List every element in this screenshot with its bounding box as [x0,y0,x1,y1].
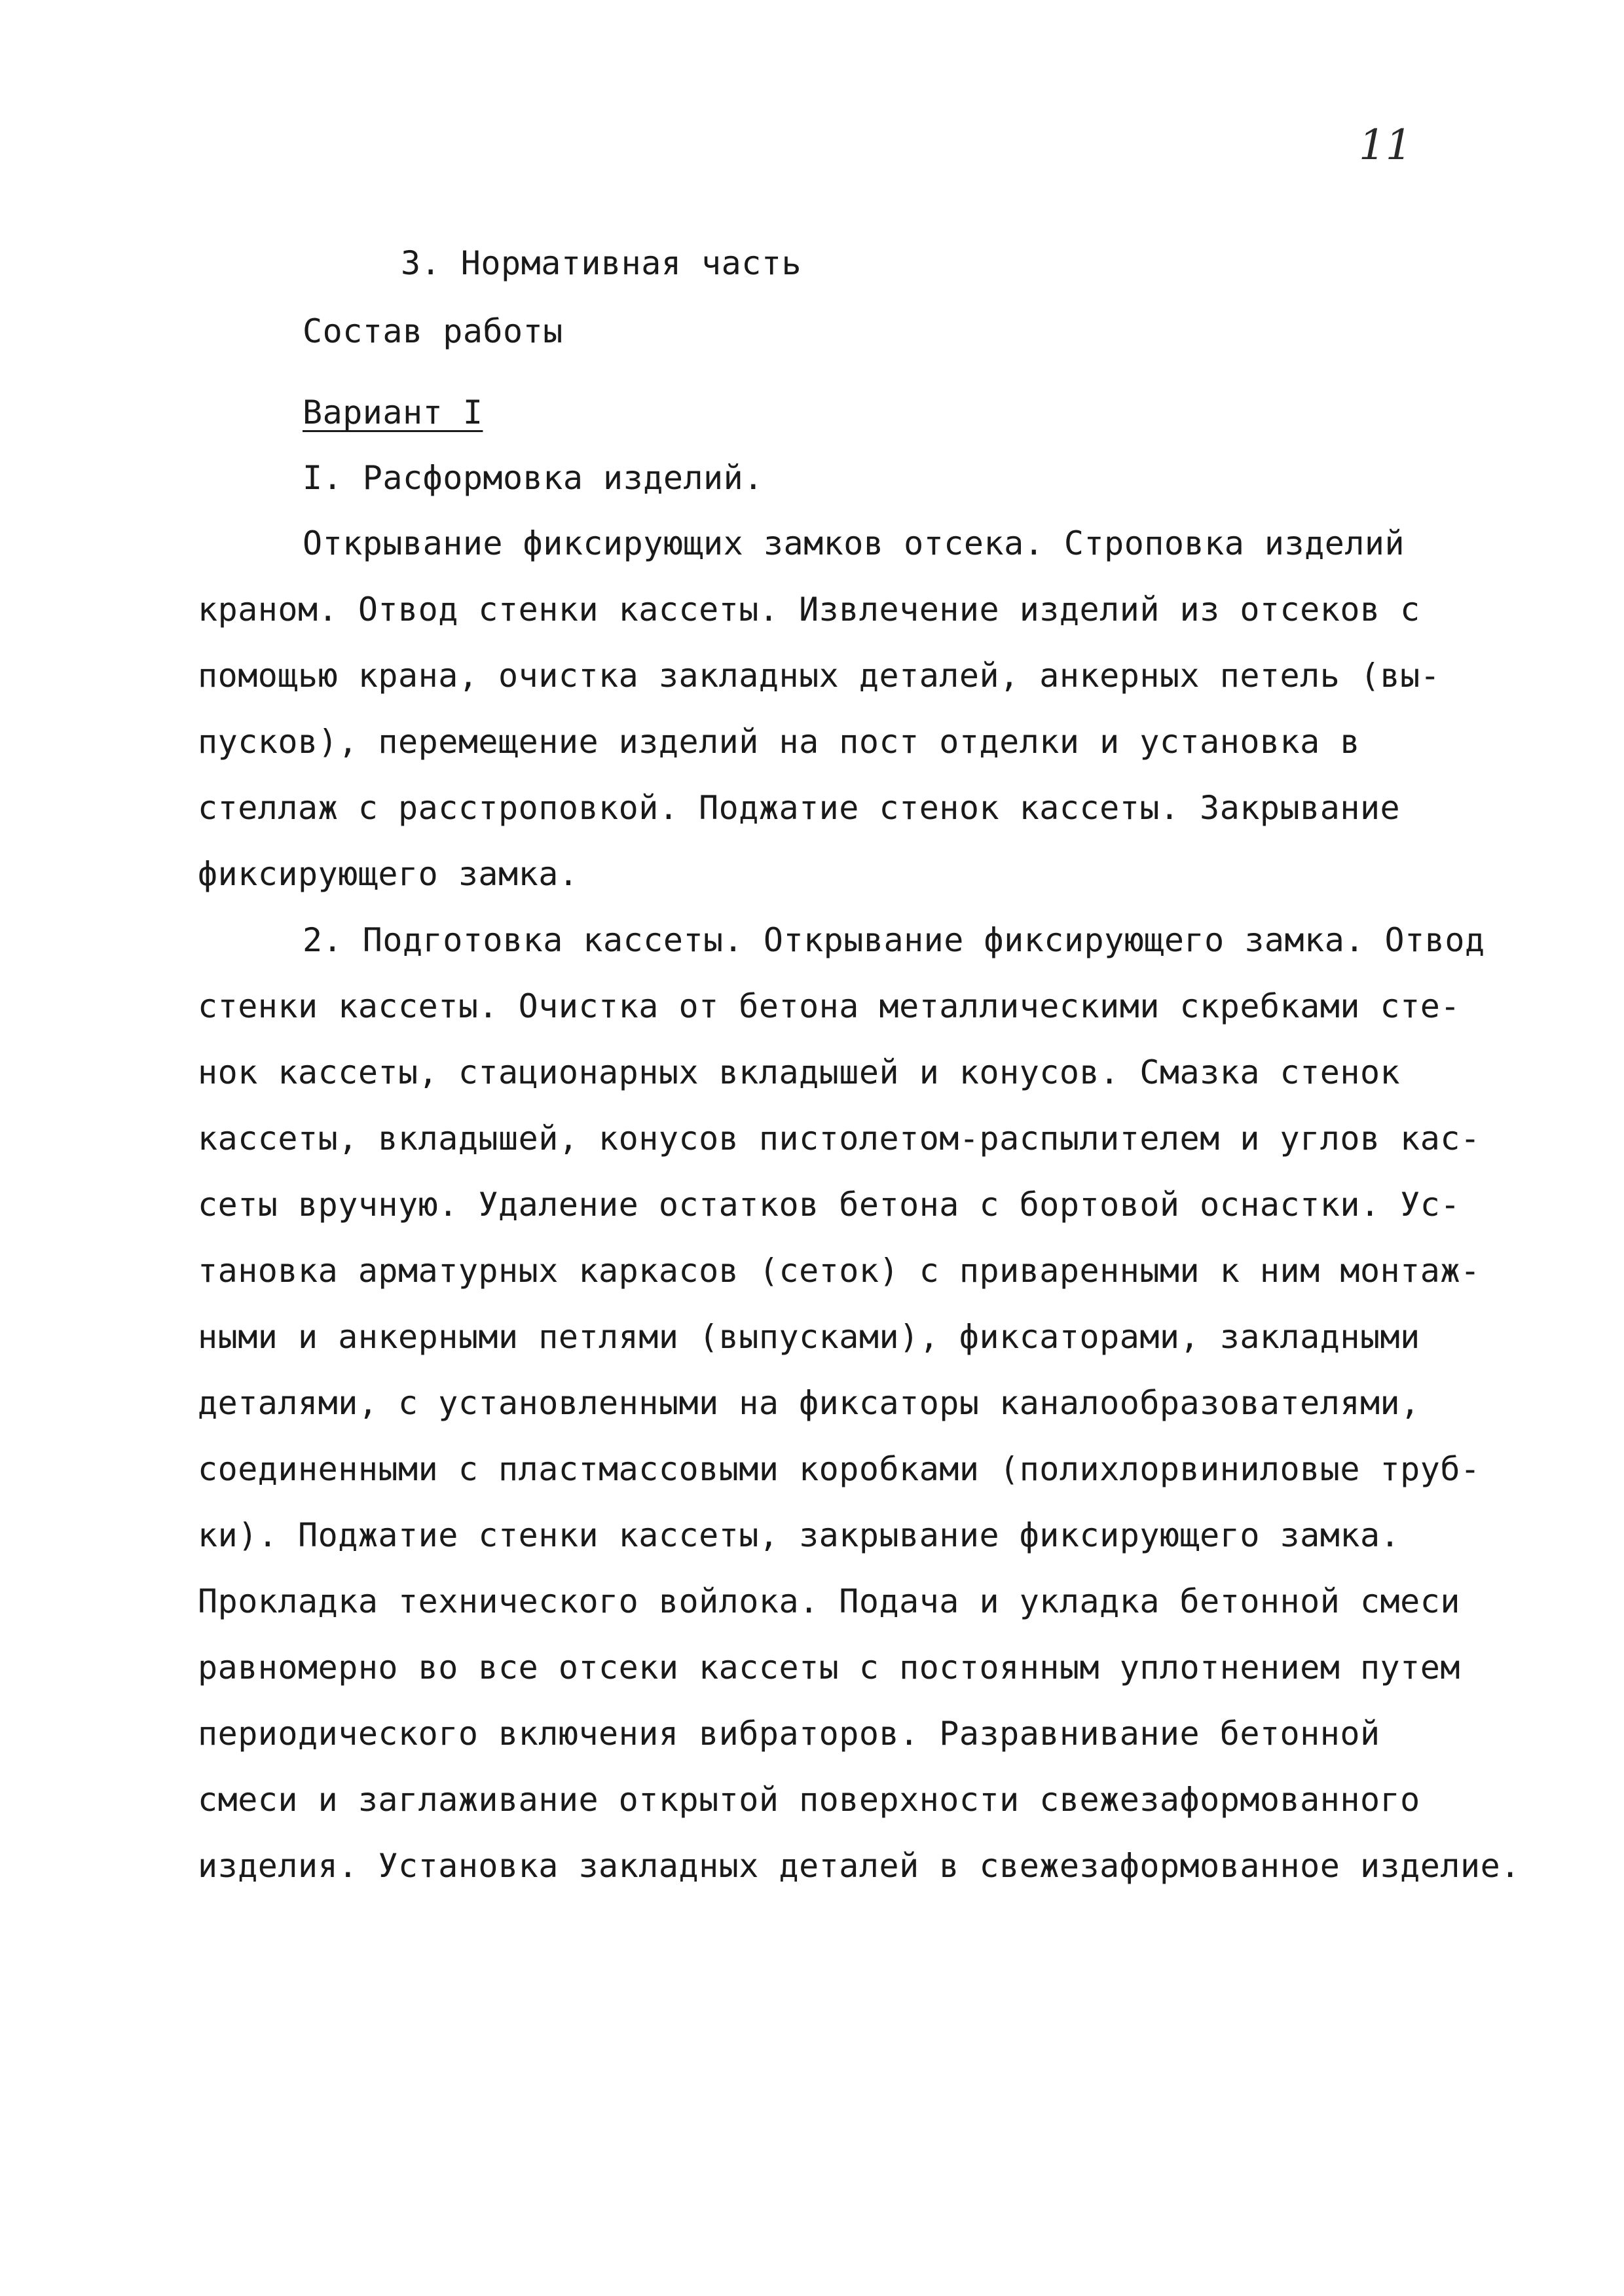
variant-label: Вариант I [303,393,483,431]
paragraph-line: краном. Отвод стенки кассеты. Извлечение изделий из отсеков с [198,591,1420,629]
paragraph-line: фиксирующего замка. [198,855,579,893]
paragraph-line: Открывание фиксирующих замков отсека. Строповка изделий [303,524,1405,562]
paragraph-line: ными и анкерными петлями (выпусками), фиксаторами, закладными [198,1318,1420,1356]
paragraph-line: кассеты, вкладышей, конусов пистолетом-распылителем и углов кас- [198,1120,1481,1157]
paragraph-line: Прокладка технического войлока. Подача и укладка бетонной смеси [198,1582,1460,1620]
paragraph-line: периодического включения вибраторов. Разравнивание бетонной [198,1715,1380,1753]
paragraph-line: изделия. Установка закладных деталей в свежезаформованное изделие. [198,1847,1521,1885]
paragraph-line: деталями, с установленными на фиксаторы каналообразователями, [198,1384,1420,1422]
page-number: 11 [1359,121,1412,170]
subsection-title: Состав работы [303,312,563,350]
paragraph-line: 2. Подготовка кассеты. Открывание фиксирующего замка. Отвод [303,921,1485,959]
paragraph-line: стенки кассеты. Очистка от бетона металлическими скребками сте- [198,987,1460,1025]
section-title: 3. Нормативная часть [401,244,802,282]
paragraph-line: помощью крана, очистка закладных деталей, анкерных петель (вы- [198,657,1441,695]
paragraph-line: смеси и заглаживание открытой поверхности свежезаформованного [198,1781,1420,1819]
paragraph-line: сеты вручную. Удаление остатков бетона с бортовой оснастки. Ус- [198,1186,1460,1224]
paragraph-line: тановка арматурных каркасов (сеток) с приваренными к ним монтаж- [198,1252,1481,1290]
paragraph-line: нок кассеты, стационарных вкладышей и конусов. Смазка стенок [198,1053,1401,1091]
item1-heading: I. Расформовка изделий. [303,459,764,497]
paragraph-line: равномерно во все отсеки кассеты с постоянным уплотнением путем [198,1649,1460,1686]
paragraph-line: стеллаж с расстроповкой. Поджатие стенок кассеты. Закрывание [198,789,1401,827]
paragraph-line: пусков), перемещение изделий на пост отделки и установка в [198,723,1360,761]
paragraph-line: соединенными с пластмассовыми коробками (полихлорвиниловые труб- [198,1450,1481,1488]
paragraph-line: ки). Поджатие стенки кассеты, закрывание фиксирующего замка. [198,1516,1401,1554]
